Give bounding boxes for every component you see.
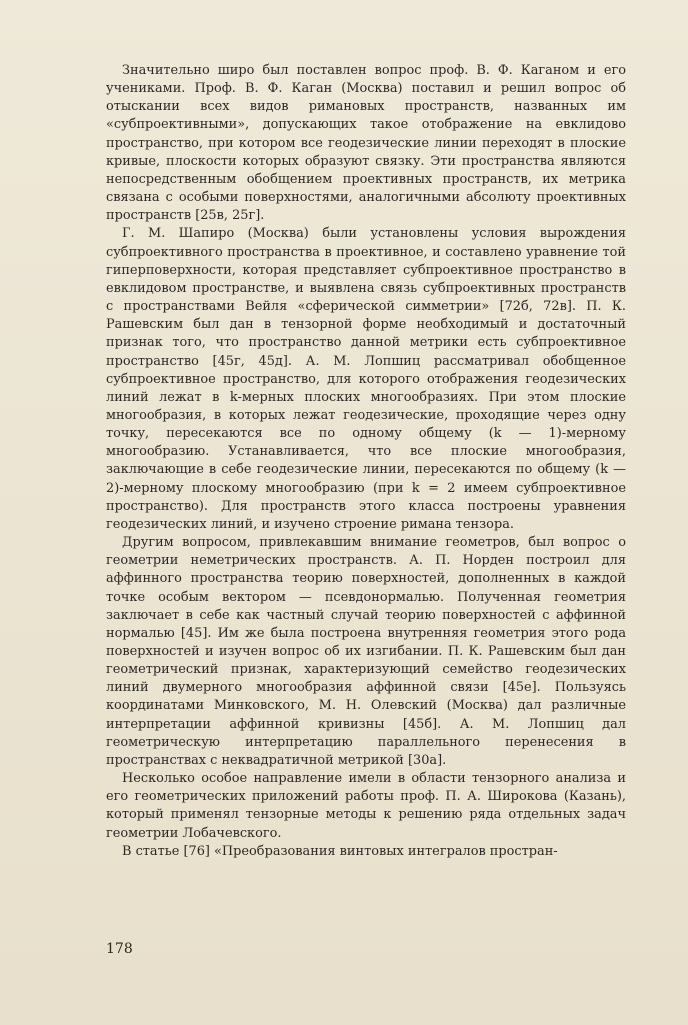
paragraph: В статье [76] «Преобразования винтовых интегралов простран-	[122, 843, 558, 859]
paragraph: Несколько особое направление имели в области тензорного анализа и его геометрических приложений работы проф. П. А. Широкова (Казань), который применял тензорные методы к решению ряда отдельных задач геометрии Лобачевского.	[106, 771, 626, 841]
body-text	[106, 62, 626, 861]
paragraph: Г. М. Шапиро (Москва) были установлены условия вырождения субпроективного пространства в проективное, и составлено уравнение той гиперповерхности, которая представляет субпроективное пространство в евклидовом пространстве, и выявлена связь субпроективных пространств с пространствами Вейля «сферической симметрии» [72б, 72в]. П. К. Рашевским был дан в тензорной форме необходимый и достаточный признак того, что пространство данной метрики есть субпроективное пространство [45г, 45д]. А. М. Лопшиц рассматривал обобщенное субпроективное пространство, для которого отображения геодезических линий лежат в k-мерных плоских многообразиях. При этом плоские многообразия, в которых лежат геодезические, проходящие через одну точку, пересекаются все по одному общему (k — 1)-мерному многообразию. Устанавливается, что все плоские многообразия, заключающие в себе геодезические линии, пересекаются по общему (k — 2)-мерному плоскому многообразию (при k = 2 имеем субпроективное пространство). Для пространств этого класса построены уравнения геодезических линий, и изучено строение римана тензора.	[106, 226, 626, 532]
paragraph: Другим вопросом, привлекавшим внимание геометров, был вопрос о геометрии неметрических пространств. А. П. Норден построил для аффинного пространства теорию поверхностей, дополненных в каждой точке особым вектором — псевдонормалью. Полученная геометрия заключает в себе как частный случай теорию поверхностей с аффинной нормалью [45]. Им же была построена внутренняя геометрия этого рода поверхностей и изучен вопрос об их изгибании. П. К. Рашевским был дан геометрический признак, характеризующий семейство геодезических линий двумерного многообразия аффинной связи [45е]. Пользуясь координатами Минковского, М. Н. Олевский (Москва) дал различные интерпретации аффинной кривизны [45б]. А. М. Лопшиц дал геометрическую интерпретацию параллельного перенесения в пространствах с неквадратичной метрикой [30а].	[106, 535, 626, 768]
paragraph: Значительно шиpo был поставлен вопрос проф. В. Ф. Каганом и его учениками. Проф. В. Ф. Каган (Москва) поставил и решил вопрос об отыскании всех видов римановых пространств, названных им «субпроективными», допускающих такое отображение на евклидово пространство, при котором все геодезические линии переходят в плоские кривые, плоскости которых образуют связку. Эти пространства являются непосредственным обобщением проективных пространств, их метрика связана с особыми поверхностями, аналогичными абсолюту проективных пространств [25в, 25г].	[106, 63, 626, 224]
page-number: 178	[106, 941, 133, 957]
